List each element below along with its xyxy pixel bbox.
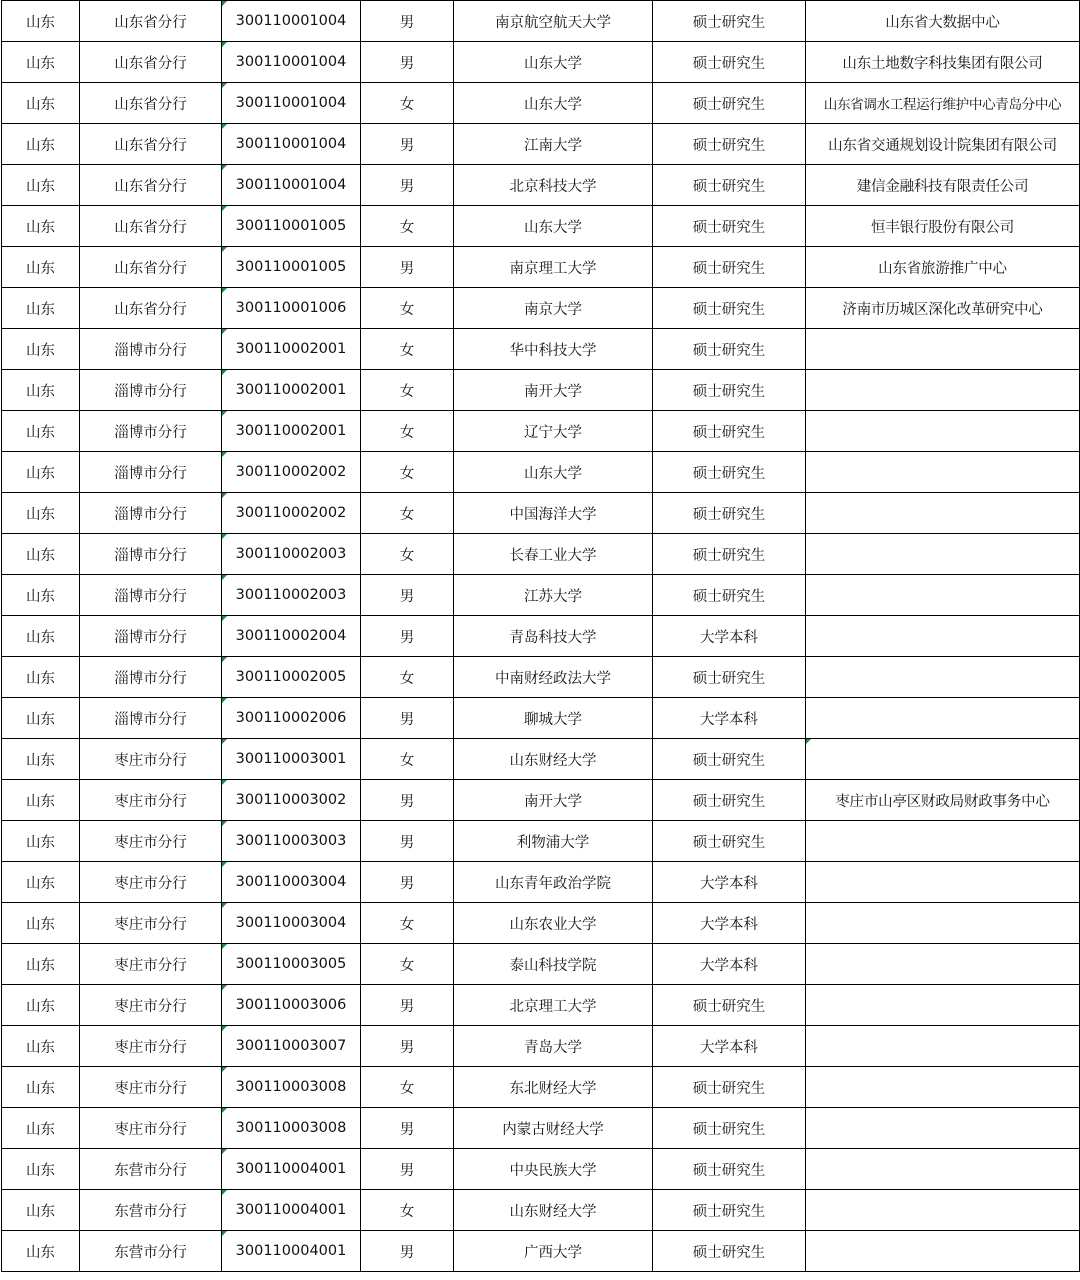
province-cell: 山东: [2, 411, 80, 452]
post-code-cell: 300110004001: [222, 1149, 361, 1190]
gender-cell: 女: [361, 288, 454, 329]
school-cell: 南京大学: [454, 288, 653, 329]
gender-cell: 男: [361, 698, 454, 739]
post-code-cell: 300110002002: [222, 493, 361, 534]
degree-cell: 硕士研究生: [653, 780, 806, 821]
table-row: [2, 124, 1080, 165]
table-row: [2, 206, 1080, 247]
school-cell: 长春工业大学: [454, 534, 653, 575]
post-code-cell: 300110003008: [222, 1108, 361, 1149]
school-cell: 辽宁大学: [454, 411, 653, 452]
branch-cell: 淄博市分行: [80, 657, 222, 698]
employer-cell: [806, 1026, 1080, 1067]
post-code-cell: 300110003003: [222, 821, 361, 862]
table-row: [2, 42, 1080, 83]
school-cell: 山东农业大学: [454, 903, 653, 944]
post-code-cell: 300110002006: [222, 698, 361, 739]
employer-cell: [806, 1108, 1080, 1149]
degree-cell: 硕士研究生: [653, 1108, 806, 1149]
gender-cell: 男: [361, 780, 454, 821]
branch-cell: 枣庄市分行: [80, 903, 222, 944]
branch-cell: 山东省分行: [80, 42, 222, 83]
degree-cell: 硕士研究生: [653, 1067, 806, 1108]
gender-cell: 女: [361, 206, 454, 247]
province-cell: 山东: [2, 985, 80, 1026]
gender-cell: 男: [361, 985, 454, 1026]
degree-cell: 硕士研究生: [653, 83, 806, 124]
branch-cell: 山东省分行: [80, 247, 222, 288]
degree-cell: 硕士研究生: [653, 42, 806, 83]
school-cell: 青岛科技大学: [454, 616, 653, 657]
table-row: [2, 534, 1080, 575]
table-row: [2, 739, 1080, 780]
gender-cell: 女: [361, 370, 454, 411]
branch-cell: 淄博市分行: [80, 452, 222, 493]
province-cell: 山东: [2, 329, 80, 370]
candidate-table: [1, 0, 1080, 1272]
province-cell: 山东: [2, 534, 80, 575]
school-cell: 泰山科技学院: [454, 944, 653, 985]
school-cell: 江苏大学: [454, 575, 653, 616]
table-row: [2, 985, 1080, 1026]
province-cell: 山东: [2, 739, 80, 780]
gender-cell: 女: [361, 452, 454, 493]
degree-cell: 大学本科: [653, 616, 806, 657]
table-row: [2, 493, 1080, 534]
table-row: [2, 1190, 1080, 1231]
table-row: [2, 616, 1080, 657]
employer-cell: 恒丰银行股份有限公司: [806, 206, 1080, 247]
gender-cell: 男: [361, 124, 454, 165]
school-cell: 南开大学: [454, 370, 653, 411]
province-cell: 山东: [2, 1, 80, 42]
post-code-cell: 300110003001: [222, 739, 361, 780]
province-cell: 山东: [2, 1190, 80, 1231]
gender-cell: 男: [361, 862, 454, 903]
post-code-cell: 300110003008: [222, 1067, 361, 1108]
gender-cell: 女: [361, 83, 454, 124]
gender-cell: 男: [361, 1231, 454, 1272]
table-row: [2, 83, 1080, 124]
post-code-cell: 300110004001: [222, 1231, 361, 1272]
employer-cell: [806, 985, 1080, 1026]
school-cell: 东北财经大学: [454, 1067, 653, 1108]
degree-cell: 硕士研究生: [653, 1231, 806, 1272]
gender-cell: 女: [361, 1067, 454, 1108]
degree-cell: 硕士研究生: [653, 452, 806, 493]
province-cell: 山东: [2, 1231, 80, 1272]
province-cell: 山东: [2, 1149, 80, 1190]
post-code-cell: 300110002001: [222, 411, 361, 452]
degree-cell: 硕士研究生: [653, 534, 806, 575]
employer-cell: 山东土地数字科技集团有限公司: [806, 42, 1080, 83]
branch-cell: 东营市分行: [80, 1190, 222, 1231]
school-cell: 聊城大学: [454, 698, 653, 739]
province-cell: 山东: [2, 83, 80, 124]
gender-cell: 女: [361, 657, 454, 698]
gender-cell: 男: [361, 575, 454, 616]
branch-cell: 淄博市分行: [80, 329, 222, 370]
degree-cell: 大学本科: [653, 944, 806, 985]
branch-cell: 枣庄市分行: [80, 739, 222, 780]
employer-cell: 山东省调水工程运行维护中心青岛分中心: [806, 83, 1080, 124]
table-row: [2, 862, 1080, 903]
table-row: [2, 575, 1080, 616]
gender-cell: 男: [361, 1108, 454, 1149]
post-code-cell: 300110002001: [222, 329, 361, 370]
school-cell: 利物浦大学: [454, 821, 653, 862]
branch-cell: 枣庄市分行: [80, 1067, 222, 1108]
table-row: [2, 411, 1080, 452]
table-row: [2, 165, 1080, 206]
post-code-cell: 300110001004: [222, 124, 361, 165]
table-row: [2, 657, 1080, 698]
employer-cell: [806, 1190, 1080, 1231]
province-cell: 山东: [2, 862, 80, 903]
degree-cell: 硕士研究生: [653, 1190, 806, 1231]
province-cell: 山东: [2, 206, 80, 247]
branch-cell: 枣庄市分行: [80, 985, 222, 1026]
employer-cell: [806, 329, 1080, 370]
school-cell: 北京理工大学: [454, 985, 653, 1026]
gender-cell: 女: [361, 1190, 454, 1231]
province-cell: 山东: [2, 124, 80, 165]
degree-cell: 硕士研究生: [653, 575, 806, 616]
table-row: [2, 329, 1080, 370]
employer-cell: [806, 862, 1080, 903]
table-row: [2, 903, 1080, 944]
employer-cell: [806, 493, 1080, 534]
degree-cell: 硕士研究生: [653, 1, 806, 42]
branch-cell: 枣庄市分行: [80, 821, 222, 862]
school-cell: 南京航空航天大学: [454, 1, 653, 42]
school-cell: 山东大学: [454, 206, 653, 247]
table-row: [2, 288, 1080, 329]
province-cell: 山东: [2, 370, 80, 411]
employer-cell: [806, 1149, 1080, 1190]
employer-cell: 枣庄市山亭区财政局财政事务中心: [806, 780, 1080, 821]
employer-cell: [806, 698, 1080, 739]
table-row: [2, 1231, 1080, 1272]
province-cell: 山东: [2, 247, 80, 288]
school-cell: 中南财经政法大学: [454, 657, 653, 698]
employer-cell: [806, 657, 1080, 698]
degree-cell: 大学本科: [653, 862, 806, 903]
employer-cell: [806, 903, 1080, 944]
table-row: [2, 780, 1080, 821]
school-cell: 青岛大学: [454, 1026, 653, 1067]
table-row: [2, 944, 1080, 985]
employer-cell: 建信金融科技有限责任公司: [806, 165, 1080, 206]
post-code-cell: 300110002003: [222, 534, 361, 575]
employer-cell: [806, 534, 1080, 575]
province-cell: 山东: [2, 1026, 80, 1067]
province-cell: 山东: [2, 698, 80, 739]
degree-cell: 硕士研究生: [653, 370, 806, 411]
branch-cell: 淄博市分行: [80, 616, 222, 657]
gender-cell: 女: [361, 534, 454, 575]
province-cell: 山东: [2, 1067, 80, 1108]
school-cell: 山东大学: [454, 83, 653, 124]
branch-cell: 东营市分行: [80, 1231, 222, 1272]
degree-cell: 硕士研究生: [653, 124, 806, 165]
employer-cell: [806, 411, 1080, 452]
branch-cell: 淄博市分行: [80, 534, 222, 575]
gender-cell: 女: [361, 329, 454, 370]
degree-cell: 硕士研究生: [653, 165, 806, 206]
post-code-cell: 300110002001: [222, 370, 361, 411]
degree-cell: 硕士研究生: [653, 1149, 806, 1190]
employer-cell: [806, 575, 1080, 616]
employer-cell: 山东省大数据中心: [806, 1, 1080, 42]
gender-cell: 男: [361, 1026, 454, 1067]
province-cell: 山东: [2, 903, 80, 944]
degree-cell: 硕士研究生: [653, 206, 806, 247]
table-row: [2, 821, 1080, 862]
province-cell: 山东: [2, 780, 80, 821]
gender-cell: 男: [361, 165, 454, 206]
gender-cell: 女: [361, 493, 454, 534]
school-cell: 山东财经大学: [454, 739, 653, 780]
province-cell: 山东: [2, 42, 80, 83]
post-code-cell: 300110003002: [222, 780, 361, 821]
employer-cell: 济南市历城区深化改革研究中心: [806, 288, 1080, 329]
table-row: [2, 698, 1080, 739]
branch-cell: 淄博市分行: [80, 698, 222, 739]
post-code-cell: 300110003005: [222, 944, 361, 985]
table-row: [2, 247, 1080, 288]
post-code-cell: 300110003007: [222, 1026, 361, 1067]
post-code-cell: 300110002005: [222, 657, 361, 698]
degree-cell: 硕士研究生: [653, 493, 806, 534]
gender-cell: 男: [361, 42, 454, 83]
gender-cell: 女: [361, 944, 454, 985]
branch-cell: 山东省分行: [80, 124, 222, 165]
table-row: [2, 1067, 1080, 1108]
table-row: [2, 1108, 1080, 1149]
employer-cell: 山东省旅游推广中心: [806, 247, 1080, 288]
branch-cell: 枣庄市分行: [80, 780, 222, 821]
gender-cell: 女: [361, 739, 454, 780]
school-cell: 北京科技大学: [454, 165, 653, 206]
degree-cell: 硕士研究生: [653, 739, 806, 780]
school-cell: 山东大学: [454, 42, 653, 83]
post-code-cell: 300110004001: [222, 1190, 361, 1231]
province-cell: 山东: [2, 452, 80, 493]
post-code-cell: 300110001005: [222, 206, 361, 247]
degree-cell: 大学本科: [653, 698, 806, 739]
degree-cell: 硕士研究生: [653, 329, 806, 370]
post-code-cell: 300110001004: [222, 83, 361, 124]
degree-cell: 硕士研究生: [653, 411, 806, 452]
post-code-cell: 300110002003: [222, 575, 361, 616]
post-code-cell: 300110002004: [222, 616, 361, 657]
employer-cell: [806, 452, 1080, 493]
gender-cell: 男: [361, 1149, 454, 1190]
gender-cell: 男: [361, 1, 454, 42]
gender-cell: 女: [361, 411, 454, 452]
table-row: [2, 1149, 1080, 1190]
employer-cell: [806, 739, 1080, 780]
employer-cell: [806, 944, 1080, 985]
province-cell: 山东: [2, 493, 80, 534]
province-cell: 山东: [2, 944, 80, 985]
post-code-cell: 300110003004: [222, 862, 361, 903]
employer-cell: 山东省交通规划设计院集团有限公司: [806, 124, 1080, 165]
school-cell: 华中科技大学: [454, 329, 653, 370]
school-cell: 广西大学: [454, 1231, 653, 1272]
degree-cell: 硕士研究生: [653, 821, 806, 862]
school-cell: 江南大学: [454, 124, 653, 165]
post-code-cell: 300110002002: [222, 452, 361, 493]
employer-cell: [806, 821, 1080, 862]
branch-cell: 山东省分行: [80, 206, 222, 247]
post-code-cell: 300110003004: [222, 903, 361, 944]
branch-cell: 山东省分行: [80, 288, 222, 329]
post-code-cell: 300110001006: [222, 288, 361, 329]
branch-cell: 淄博市分行: [80, 493, 222, 534]
branch-cell: 淄博市分行: [80, 575, 222, 616]
school-cell: 山东财经大学: [454, 1190, 653, 1231]
employer-cell: [806, 616, 1080, 657]
degree-cell: 硕士研究生: [653, 247, 806, 288]
province-cell: 山东: [2, 165, 80, 206]
branch-cell: 山东省分行: [80, 83, 222, 124]
degree-cell: 大学本科: [653, 1026, 806, 1067]
province-cell: 山东: [2, 1108, 80, 1149]
post-code-cell: 300110001004: [222, 1, 361, 42]
school-cell: 中央民族大学: [454, 1149, 653, 1190]
school-cell: 南开大学: [454, 780, 653, 821]
gender-cell: 女: [361, 903, 454, 944]
post-code-cell: 300110001004: [222, 165, 361, 206]
school-cell: 中国海洋大学: [454, 493, 653, 534]
province-cell: 山东: [2, 288, 80, 329]
branch-cell: 淄博市分行: [80, 370, 222, 411]
branch-cell: 枣庄市分行: [80, 1026, 222, 1067]
gender-cell: 男: [361, 821, 454, 862]
branch-cell: 枣庄市分行: [80, 862, 222, 903]
branch-cell: 山东省分行: [80, 165, 222, 206]
branch-cell: 东营市分行: [80, 1149, 222, 1190]
employer-cell: [806, 1067, 1080, 1108]
table-row: [2, 1026, 1080, 1067]
gender-cell: 男: [361, 616, 454, 657]
post-code-cell: 300110003006: [222, 985, 361, 1026]
table-body: [2, 1, 1080, 1272]
employer-cell: [806, 1231, 1080, 1272]
employer-cell: [806, 370, 1080, 411]
branch-cell: 枣庄市分行: [80, 944, 222, 985]
gender-cell: 男: [361, 247, 454, 288]
province-cell: 山东: [2, 657, 80, 698]
province-cell: 山东: [2, 821, 80, 862]
province-cell: 山东: [2, 575, 80, 616]
degree-cell: 硕士研究生: [653, 288, 806, 329]
school-cell: 内蒙古财经大学: [454, 1108, 653, 1149]
degree-cell: 硕士研究生: [653, 985, 806, 1026]
branch-cell: 山东省分行: [80, 1, 222, 42]
school-cell: 山东青年政治学院: [454, 862, 653, 903]
degree-cell: 硕士研究生: [653, 657, 806, 698]
branch-cell: 枣庄市分行: [80, 1108, 222, 1149]
degree-cell: 大学本科: [653, 903, 806, 944]
school-cell: 山东大学: [454, 452, 653, 493]
province-cell: 山东: [2, 616, 80, 657]
post-code-cell: 300110001005: [222, 247, 361, 288]
school-cell: 南京理工大学: [454, 247, 653, 288]
table-row: [2, 1, 1080, 42]
table-row: [2, 452, 1080, 493]
post-code-cell: 300110001004: [222, 42, 361, 83]
table-row: [2, 370, 1080, 411]
branch-cell: 淄博市分行: [80, 411, 222, 452]
